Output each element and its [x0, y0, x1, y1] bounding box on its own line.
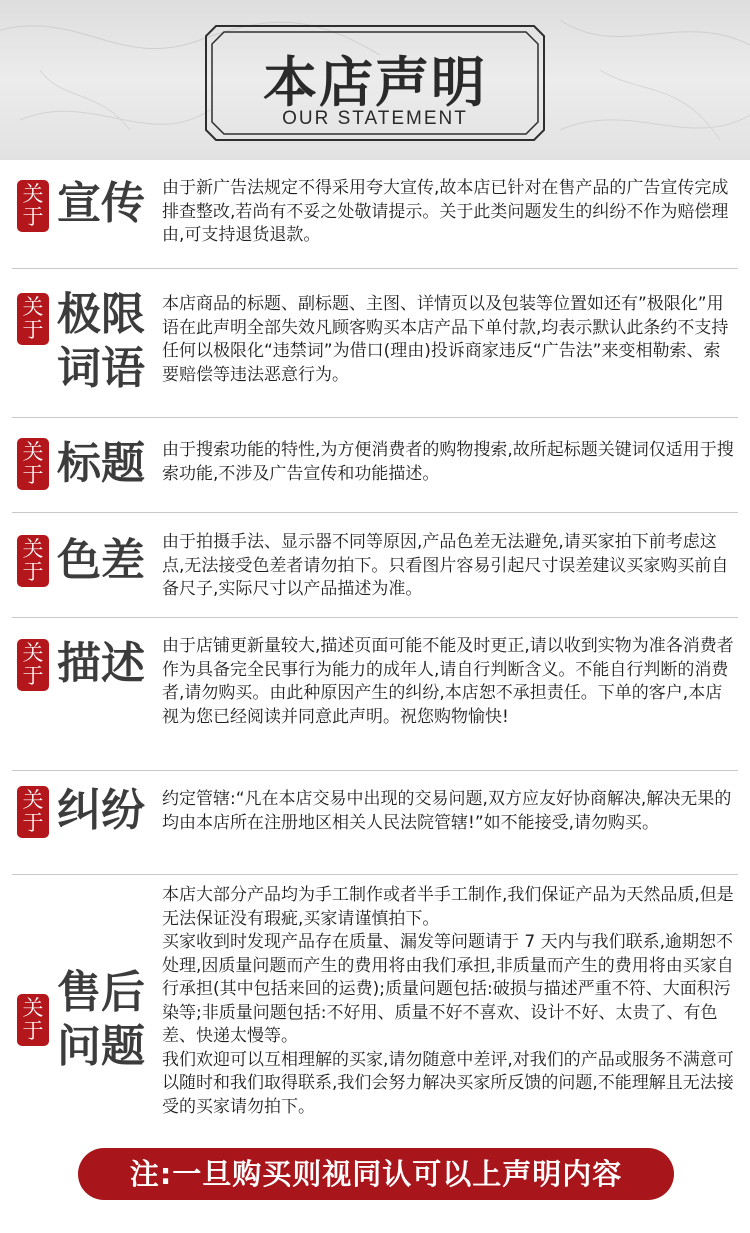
- section-heading: 极限 词语: [57, 289, 145, 394]
- section-heading: 纠纷: [57, 785, 145, 836]
- divider: [12, 770, 738, 771]
- section-heading: 宣传: [57, 178, 145, 229]
- divider: [12, 617, 738, 618]
- section-body: 约定管辖:“凡在本店交易中出现的交易问题,双方应友好协商解决,解决无果的均由本店所在注册地区相关人民法院管辖!”如不能接受,请勿购买。: [162, 789, 732, 833]
- footer-note: 注:一旦购买则视同认可以上声明内容: [129, 1157, 623, 1191]
- about-badge: 关 于: [17, 786, 49, 838]
- section-heading: 标题: [57, 438, 145, 489]
- about-badge: 关 于: [17, 293, 49, 345]
- section-body: 由于拍摄手法、显示器不同等原因,产品色差无法避免,请买家拍下前考虑这点,无法接受色差者请勿拍下。只看图片容易引起尺寸误差建议买家购买前自备尺子,实际尺寸以产品描述为准。: [162, 532, 729, 599]
- divider: [12, 268, 738, 269]
- section-heading: 售后 问题: [57, 967, 145, 1072]
- title-frame: [204, 24, 546, 142]
- page-subtitle: OUR STATEMENT: [282, 108, 468, 129]
- section-body: 本店商品的标题、副标题、主图、详情页以及包装等位置如还有”极限化”用语在此声明全部失效凡顾客购买本店产品下单付款,均表示默认此条约不支持任何以极限化“违禁词”为借口(理由)投诉商家违反“广告法”来变相勒索、索要赔偿等违法恶意行为。: [162, 294, 729, 385]
- divider: [12, 874, 738, 875]
- footer-banner: [78, 1148, 674, 1200]
- about-badge: 关 于: [17, 639, 49, 691]
- section-body: 本店大部分产品均为手工制作或者半手工制作,我们保证产品为天然品质,但是无法保证没有瑕疵,买家请谨慎拍下。 买家收到时发现产品存在质量、漏发等问题请于 7 天内与我们联系,逾期恕不处理,因质量问题而产生的费用将由我们承担,非质量而产生的费用将由买家自行承担(其中包括来回的运费);质量问题包括:破损与描述严重不符、大面积污染等;非质量问题包括:不好用、质量不好不喜欢、设计不好、太贵了、有色差、快递太慢等。 我们欢迎可以互相理解的买家,请勿随意中差评,对我们的产品或服务不满意可以随时和我们取得联系,我们会努力解决买家所反馈的问题,不能理解且无法接受的买家请勿拍下。: [162, 885, 734, 1117]
- about-badge: 关 于: [17, 438, 49, 490]
- section-body: 由于搜索功能的特性,为方便消费者的购物搜索,故所起标题关键词仅适用于搜索功能,不涉及广告宣传和功能描述。: [162, 440, 734, 484]
- divider: [12, 417, 738, 418]
- section-heading: 色差: [57, 535, 145, 586]
- header-banner: [0, 0, 750, 160]
- section-heading: 描述: [57, 638, 145, 689]
- section-body: 由于新广告法规定不得采用夸大宣传,故本店已针对在售产品的广告宣传完成排查整改,若尚有不妥之处敬请提示。关于此类问题发生的纠纷不作为赔偿理由,可支持退货退款。: [162, 178, 729, 245]
- about-badge: 关 于: [17, 994, 49, 1046]
- page-title: 本店声明: [263, 51, 487, 114]
- divider: [12, 512, 738, 513]
- about-badge: 关 于: [17, 535, 49, 587]
- about-badge: 关 于: [17, 180, 49, 232]
- section-body: 由于店铺更新量较大,描述页面可能不能及时更正,请以收到实物为准各消费者作为具备完全民事行为能力的成年人,请自行判断含义。不能自行判断的消费者,请勿购买。由此种原因产生的纠纷,本店恕不承担责任。下单的客户,本店视为您已经阅读并同意此声明。祝您购物愉快!: [162, 636, 734, 727]
